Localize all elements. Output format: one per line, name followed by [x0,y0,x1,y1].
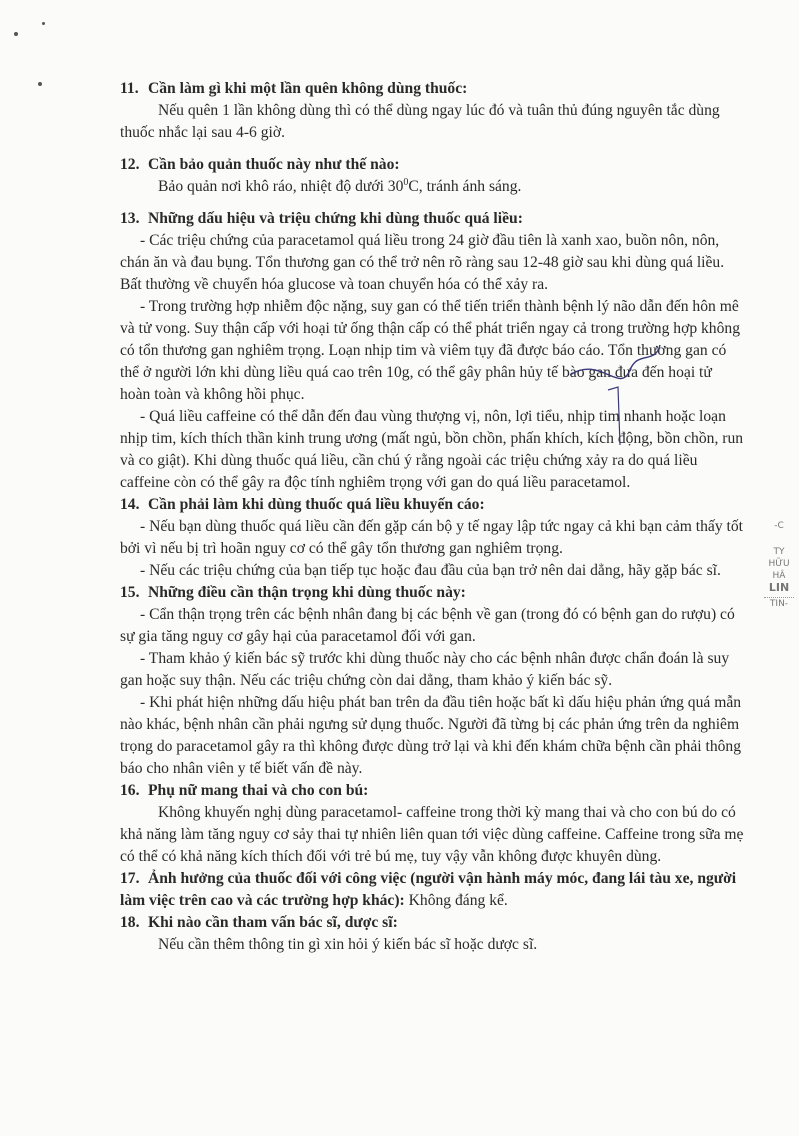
bullet-item: - Các triệu chứng của paracetamol quá liều trong 24 giờ đầu tiên là xanh xao, buồn nôn, nôn, chán ăn và đau bụng. Tổn thương gan có thể trở nên rõ ràng sau 12-48 giờ sau khi dùng quá liều. Bất thường về chuyển hóa glucose và toan chuyển hóa có thể xảy ra. [120,232,725,293]
section-heading: 16. Phụ nữ mang thai và cho con bú: [120,782,369,799]
section-heading: 11. Cần làm gì khi một lần quên không dùng thuốc: [120,80,468,97]
section-heading: 17. Ảnh hưởng của thuốc đối với công việc (người vận hành máy móc, đang lái tàu xe, người làm việc trên cao và các trường hợp khác): Không đáng kể. [120,870,737,909]
section-heading: 13. Những dấu hiệu và triệu chứng khi dùng thuốc quá liều: [120,210,523,227]
section-16 [120,780,745,868]
scan-speck [14,32,18,36]
section-heading: 12. Cần bảo quản thuốc này như thế nào: [120,156,400,173]
document-body [120,78,745,956]
section-12 [120,154,745,198]
section-inline-text: Không đáng kể. [404,892,508,909]
section-heading: 15. Những điều cần thận trọng khi dùng thuốc này: [120,584,466,601]
section-heading: 18. Khi nào cần tham vấn bác sĩ, dược sĩ: [120,914,398,931]
pen-mark-icon [560,335,680,455]
bullet-item: - Nếu bạn dùng thuốc quá liều cần đến gặp cán bộ y tế ngay lập tức ngay cả khi bạn cảm thấy tốt bởi vì nếu bị trì hoãn nguy cơ có thể gây tổn thương gan nghiêm trọng. [120,518,743,557]
bullet-item: - Trong trường hợp nhiễm độc nặng, suy gan có thể tiến triển thành bệnh lý não dẫn đến hôn mê và tử vong. Suy thận cấp với hoại tử ống thận cấp có thể phát triển ngay cả trong trường hợp không có tổn thương gan nghiêm trọng. Loạn nhịp tim và viêm tụy đã được báo cáo. Tổn thương gan có thể ở người lớn khi dùng liều quá cao trên 10g, có thể gây phân hủy tế bào gan đưa đến hoại tử hoàn toàn và không hồi phục. [120,298,740,403]
section-11 [120,78,745,144]
section-18 [120,912,745,956]
section-14 [120,494,745,582]
scan-speck [38,82,42,86]
section-15 [120,582,745,780]
bullet-item: - Tham khảo ý kiến bác sỹ trước khi dùng thuốc này cho các bệnh nhân được chẩn đoán là suy gan hoặc suy thận. Nếu các triệu chứng còn dai dẳng, tham khảo ý kiến bác sỹ. [120,650,730,689]
bullet-item: - Nếu các triệu chứng của bạn tiếp tục hoặc đau đầu của bạn trở nên dai dẳng, hãy gặp bác sĩ. [140,562,721,579]
section-heading: 14. Cần phải làm khi dùng thuốc quá liều khuyến cáo: [120,496,485,513]
section-paragraph: Nếu quên 1 lần không dùng thì có thể dùng ngay lúc đó và tuân thủ đúng nguyên tắc dùng thuốc nhắc lại sau 4-6 giờ. [120,102,720,141]
storage-paragraph: Bảo quản nơi khô ráo, nhiệt độ dưới $30^0C$, tránh ánh sáng. [158,176,522,195]
scan-speck [42,22,45,25]
section-17 [120,868,745,912]
section-paragraph: Không khuyến nghị dùng paracetamol- caffeine trong thời kỳ mang thai và cho con bú do có khả năng làm tăng nguy cơ sảy thai tự nhiên liên quan tới việc dùng caffeine. Caffeine trong sữa mẹ có thể có khả năng kích thích đối với trẻ bú mẹ, tuy vậy vẫn không được khuyên dùng. [120,804,744,865]
bullet-item: - Cẩn thận trọng trên các bệnh nhân đang bị các bệnh về gan (trong đó có bệnh gan do rượu) có sự gia tăng nguy cơ gây hại của paracetamol đối với gan. [120,606,735,645]
side-stamp: -C TY HỮU HÂ LIN TIN- [764,520,794,610]
bullet-item: - Khi phát hiện những dấu hiệu phát ban trên da đầu tiên hoặc bất kì dấu hiệu phản ứng quá mẫn nào khác, bệnh nhân cần phải ngưng sử dụng thuốc. Người đã từng bị các phản ứng trên da nghiêm trọng do paracetamol gây ra thì không được dùng trở lại và khi đến khám chữa bệnh cần phải thông báo cho nhân viên y tế biết vấn đề này. [120,694,742,777]
bullet-item: - Quá liều caffeine có thể dẫn đến đau vùng thượng vị, nôn, lợi tiểu, nhịp tim nhanh hoặc loạn nhịp tim, kích thích thần kinh trung ương (mất ngủ, bồn chồn, phấn khích, kích động, bồn chồn, run và co giật). Khi dùng thuốc quá liều, cần chú ý rằng ngoài các triệu chứng xảy ra do quá liều caffeine còn có thể gây ra độc tính nghiêm trọng với gan do quá liều paracetamol. [120,408,744,491]
section-paragraph: Nếu cần thêm thông tin gì xin hỏi ý kiến bác sĩ hoặc dược sĩ. [158,936,538,953]
